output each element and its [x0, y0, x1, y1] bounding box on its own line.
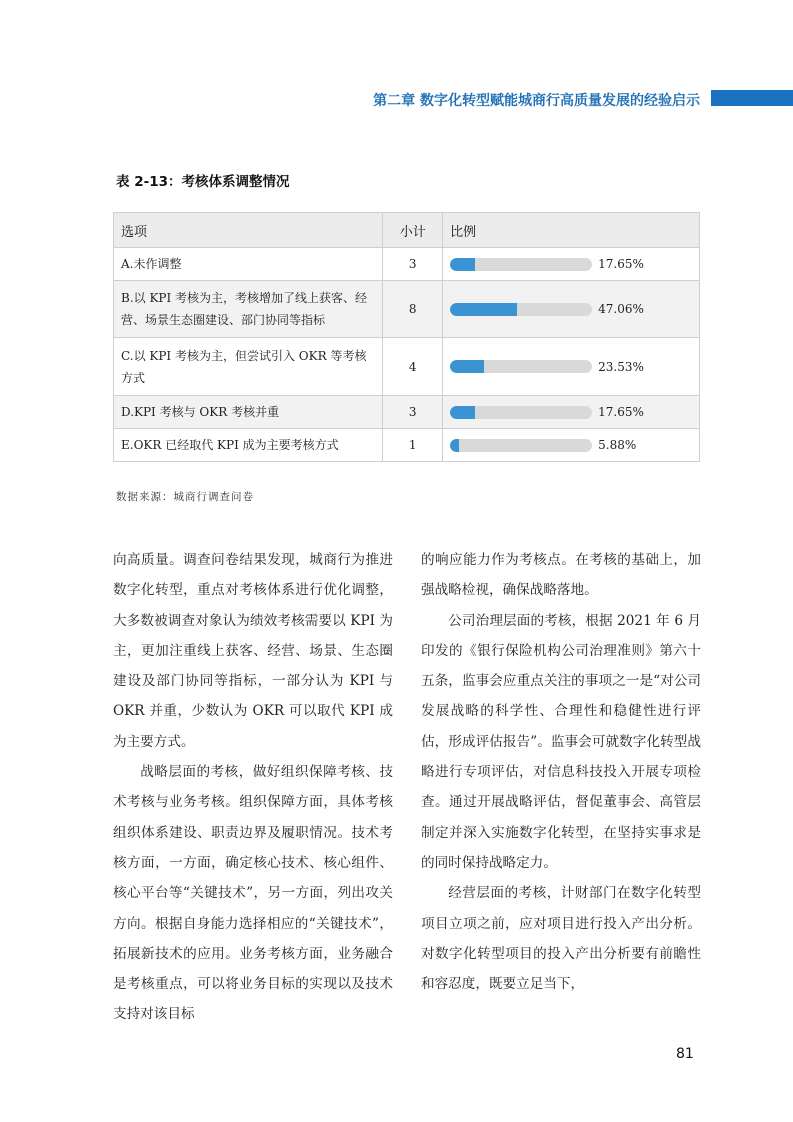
column-header-ratio: 比例	[443, 213, 700, 248]
count-cell: 4	[383, 338, 443, 396]
paragraph: 向高质量。调查问卷结果发现，城商行为推进数字化转型，重点对考核体系进行优化调整，大多数被调查对象认为绩效考核需要以 KPI 为主，更加注重线上获客、经营、场景、生态圈建设及部门协同等指标，一部分认为 KPI 与 OKR 并重，少数认为 OKR 可以取代 KPI 成为主要方式。	[113, 552, 393, 750]
column-header-count: 小计	[383, 213, 443, 248]
option-cell: A.未作调整	[114, 248, 383, 281]
progress-bar-fill	[450, 406, 475, 419]
survey-table	[113, 212, 700, 462]
percent-label: 5.88%	[598, 438, 637, 452]
progress-bar-fill	[450, 439, 458, 452]
progress-bar-track	[450, 258, 592, 271]
paragraph: 战略层面的考核，做好组织保障考核、技术考核与业务考核。组织保障方面，具体考核组织体系建设、职责边界及履职情况。技术考核方面，一方面，确定核心技术、核心组件、核心平台等“关键技术”，另一方面，列出攻关方向。根据自身能力选择相应的“关键技术”，拓展新技术的应用。业务考核方面，业务融合是考核重点，可以将业务目标的实现以及技术支持对该目标	[113, 764, 393, 1023]
option-cell: D.KPI 考核与 OKR 考核并重	[114, 396, 383, 429]
count-cell: 3	[383, 248, 443, 281]
header-accent-bar	[711, 90, 793, 106]
paragraph: 公司治理层面的考核，根据 2021 年 6 月印发的《银行保险机构公司治理准则》第六十五条，监事会应重点关注的事项之一是“对公司发展战略的科学性、合理性和稳健性进行评估，形成评估报告”。监事会可就数字化转型战略进行专项评估，对信息科技投入开展专项检查。通过开展战略评估，督促董事会、高管层制定并深入实施数字化转型，在坚持实事求是的同时保持战略定力。	[421, 612, 701, 871]
ratio-cell	[443, 338, 700, 396]
progress-bar-fill	[450, 360, 483, 373]
percent-label: 47.06%	[598, 302, 644, 316]
page-number: 81	[676, 1046, 694, 1062]
table-row	[114, 429, 700, 462]
ratio-cell	[443, 248, 700, 281]
progress-bar-fill	[450, 258, 475, 271]
paragraph: 的响应能力作为考核点。在考核的基础上，加强战略检视，确保战略落地。	[421, 552, 701, 599]
percent-label: 17.65%	[598, 405, 644, 419]
count-cell: 8	[383, 281, 443, 338]
table-row	[114, 338, 700, 396]
table-row	[114, 248, 700, 281]
ratio-cell	[443, 396, 700, 429]
chapter-title: 第二章 数字化转型赋能城商行高质量发展的经验启示	[373, 93, 700, 109]
progress-bar-track	[450, 360, 592, 373]
option-cell: C.以 KPI 考核为主，但尝试引入 OKR 等考核方式	[114, 338, 383, 396]
table-caption: 表 2-13：考核体系调整情况	[116, 174, 290, 190]
table-row	[114, 281, 700, 338]
ratio-cell	[443, 281, 700, 338]
count-cell: 3	[383, 396, 443, 429]
percent-label: 17.65%	[598, 257, 644, 271]
option-cell: B.以 KPI 考核为主，考核增加了线上获客、经营、场景生态圈建设、部门协同等指标	[114, 281, 383, 338]
percent-label: 23.53%	[598, 359, 644, 374]
count-cell: 1	[383, 429, 443, 462]
table-body	[114, 248, 700, 462]
paragraph: 经营层面的考核，计财部门在数字化转型项目立项之前，应对项目进行投入产出分析。对数字化转型项目的投入产出分析要有前瞻性和容忍度，既要立足当下，	[421, 885, 701, 993]
ratio-cell	[443, 429, 700, 462]
body-column-left	[113, 545, 393, 1030]
table-header-row	[114, 213, 700, 248]
progress-bar-track	[450, 439, 592, 452]
data-source-note: 数据来源：城商行调查问卷	[116, 491, 254, 503]
table-row	[114, 396, 700, 429]
progress-bar-fill	[450, 303, 517, 316]
option-cell: E.OKR 已经取代 KPI 成为主要考核方式	[114, 429, 383, 462]
progress-bar-track	[450, 303, 592, 316]
column-header-option: 选项	[114, 213, 383, 248]
progress-bar-track	[450, 406, 592, 419]
body-column-right	[421, 545, 701, 999]
